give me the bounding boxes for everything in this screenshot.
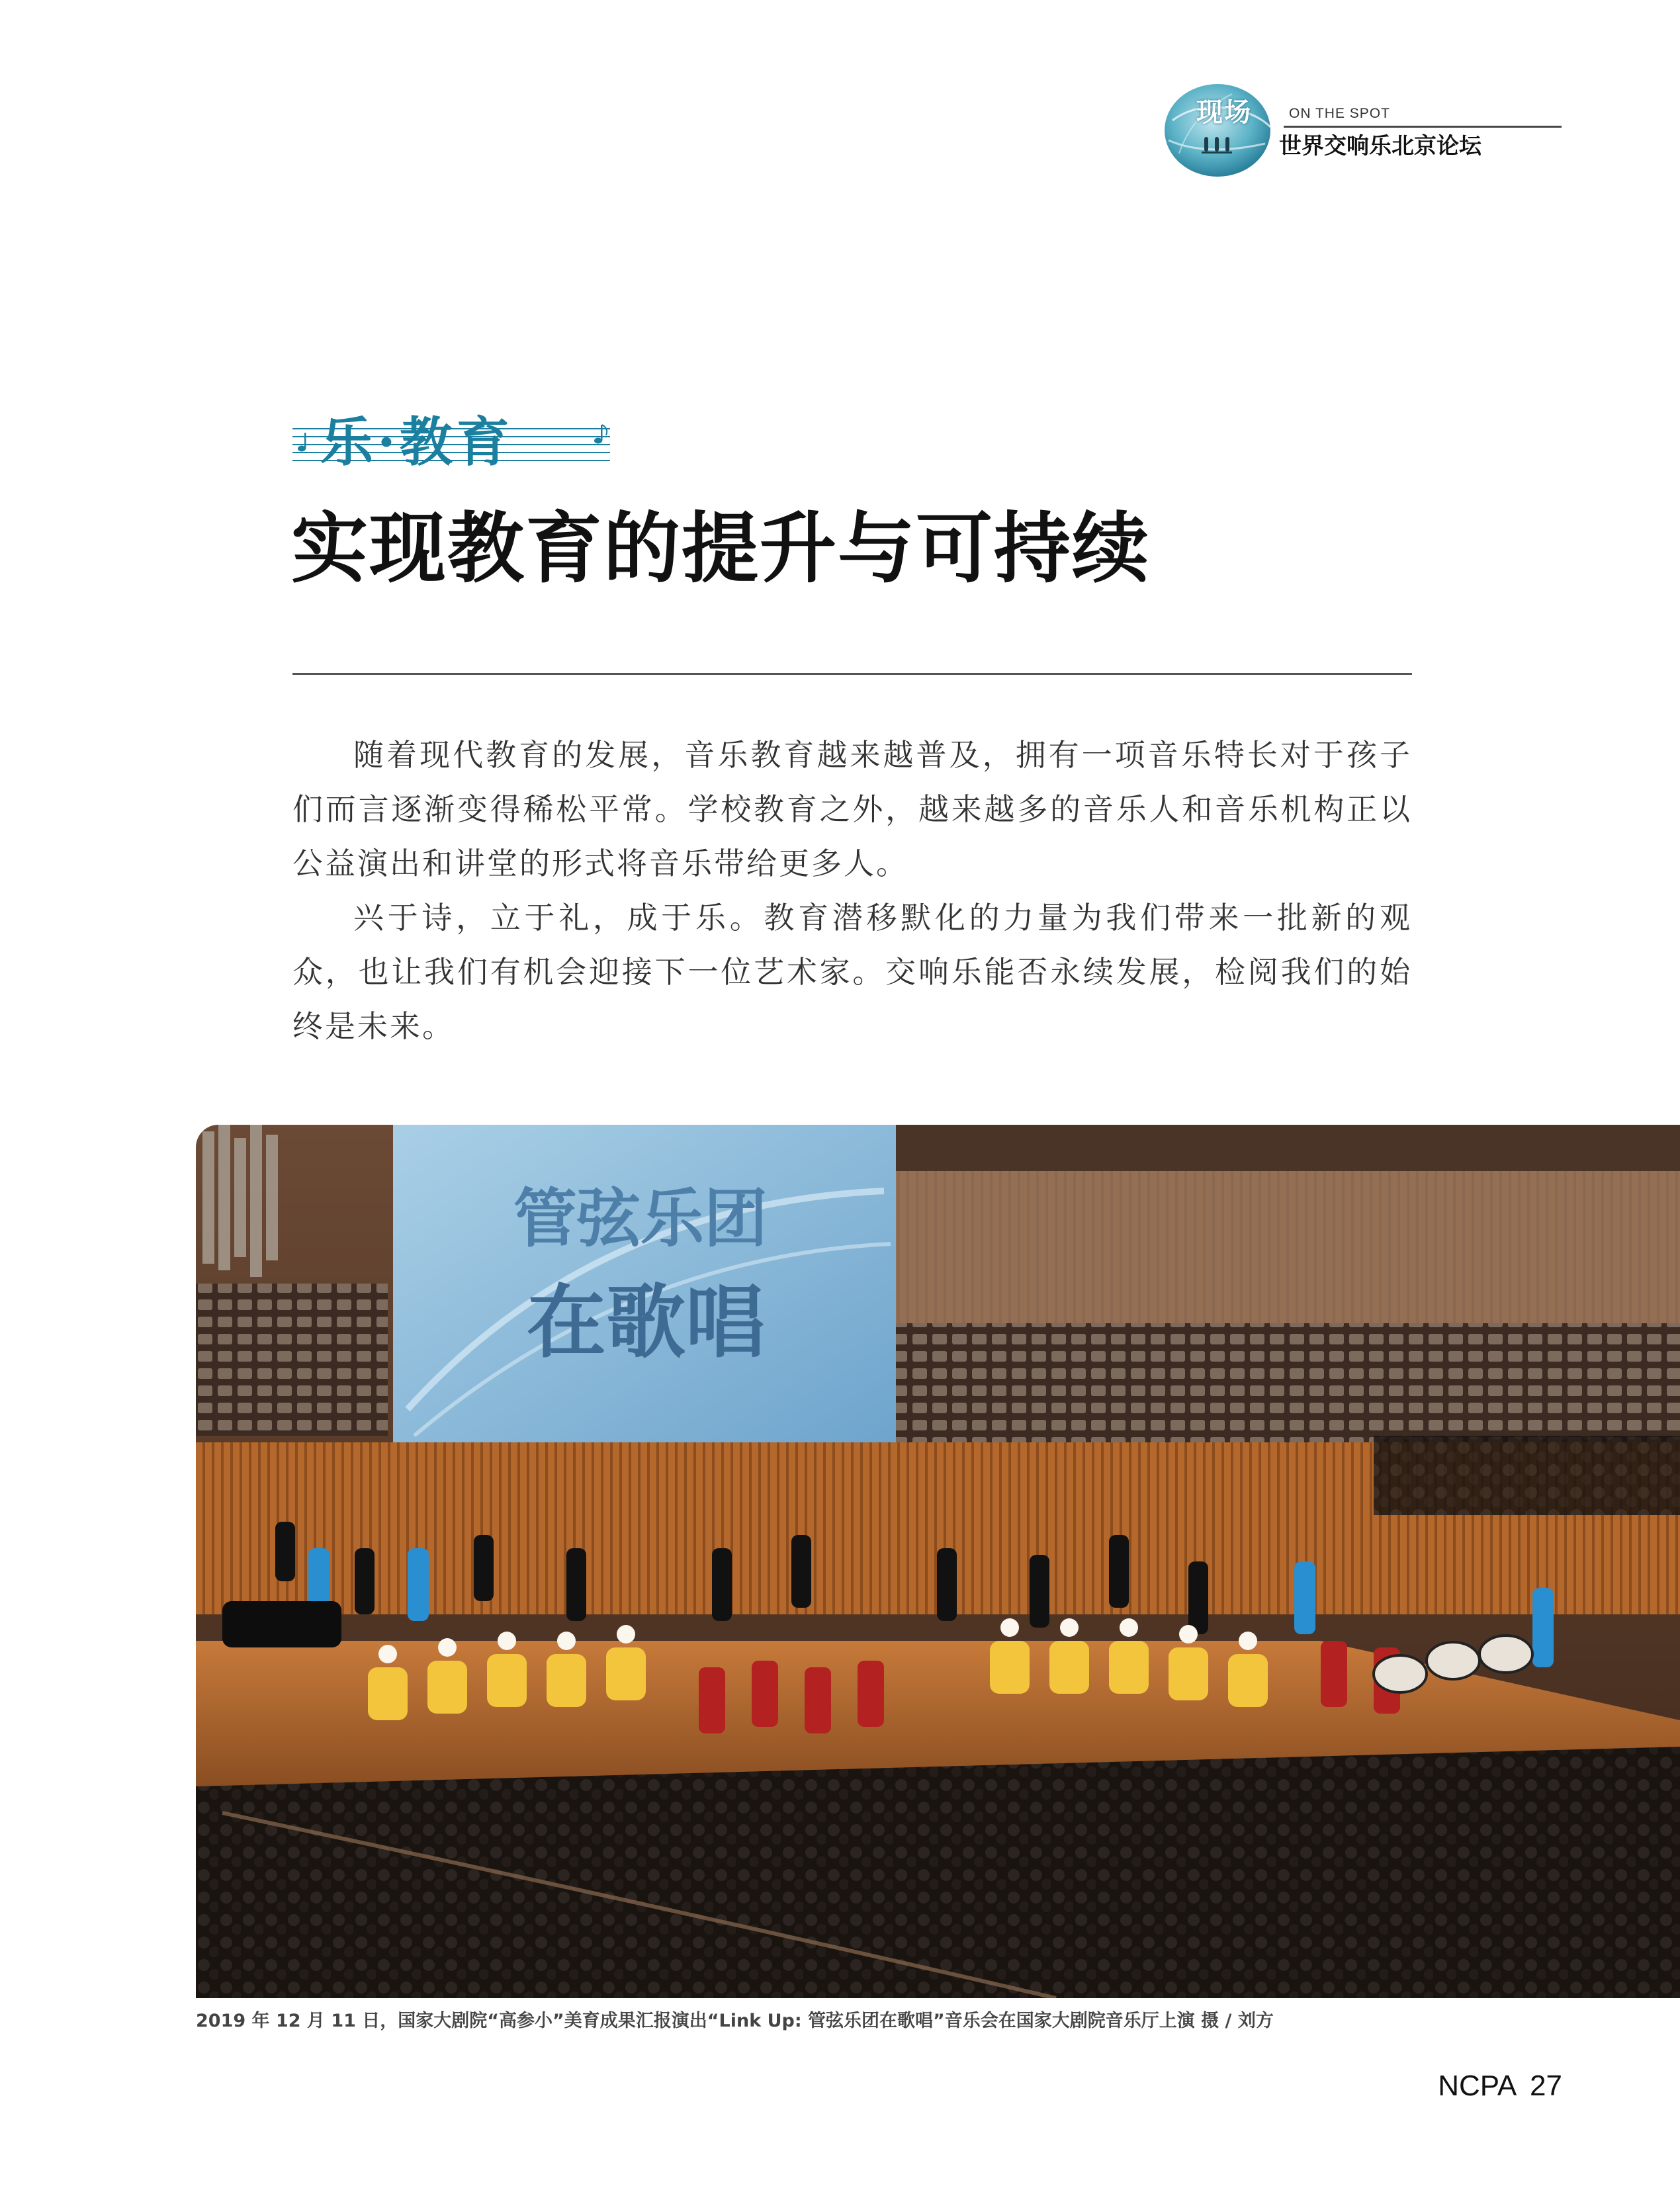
concert-photo — [196, 1125, 1680, 1998]
article-body — [292, 728, 1412, 1053]
publication-name: NCPA — [1438, 2070, 1515, 2102]
paragraph: 随着现代教育的发展，音乐教育越来越普及，拥有一项音乐特长对于孩子们而言逐渐变得稀松平常。学校教育之外，越来越多的音乐人和音乐机构正以公益演出和讲堂的形式将音乐带给更多人。 — [292, 737, 1412, 881]
header-forum-title: 世界交响乐北京论坛 — [1279, 133, 1481, 159]
screen-text-line1: 管弦乐团 — [513, 1182, 768, 1256]
page-footer — [1438, 2070, 1562, 2103]
header-english-label: ON THE SPOT — [1289, 106, 1390, 121]
section-title: 乐·教育 — [320, 411, 513, 473]
photo-caption: 2019 年 12 月 11 日，国家大剧院“高参小”美育成果汇报演出“Link Up: 管弦乐团在歌唱”音乐会在国家大剧院音乐厅上演 摄 / 刘方 — [196, 2011, 1274, 2031]
screen-text-line2: 在歌唱 — [527, 1277, 765, 1369]
title-divider — [292, 673, 1412, 675]
badge-label: 现场 — [1196, 97, 1252, 128]
article-title: 实现教育的提升与可持续 — [291, 504, 1150, 593]
page-number: 27 — [1530, 2070, 1562, 2102]
paragraph: 兴于诗，立于礼，成于乐。教育潜移默化的力量为我们带来一批新的观众，也让我们有机会迎接下一位艺术家。交响乐能否永续发展，检阅我们的始终是未来。 — [292, 900, 1412, 1044]
